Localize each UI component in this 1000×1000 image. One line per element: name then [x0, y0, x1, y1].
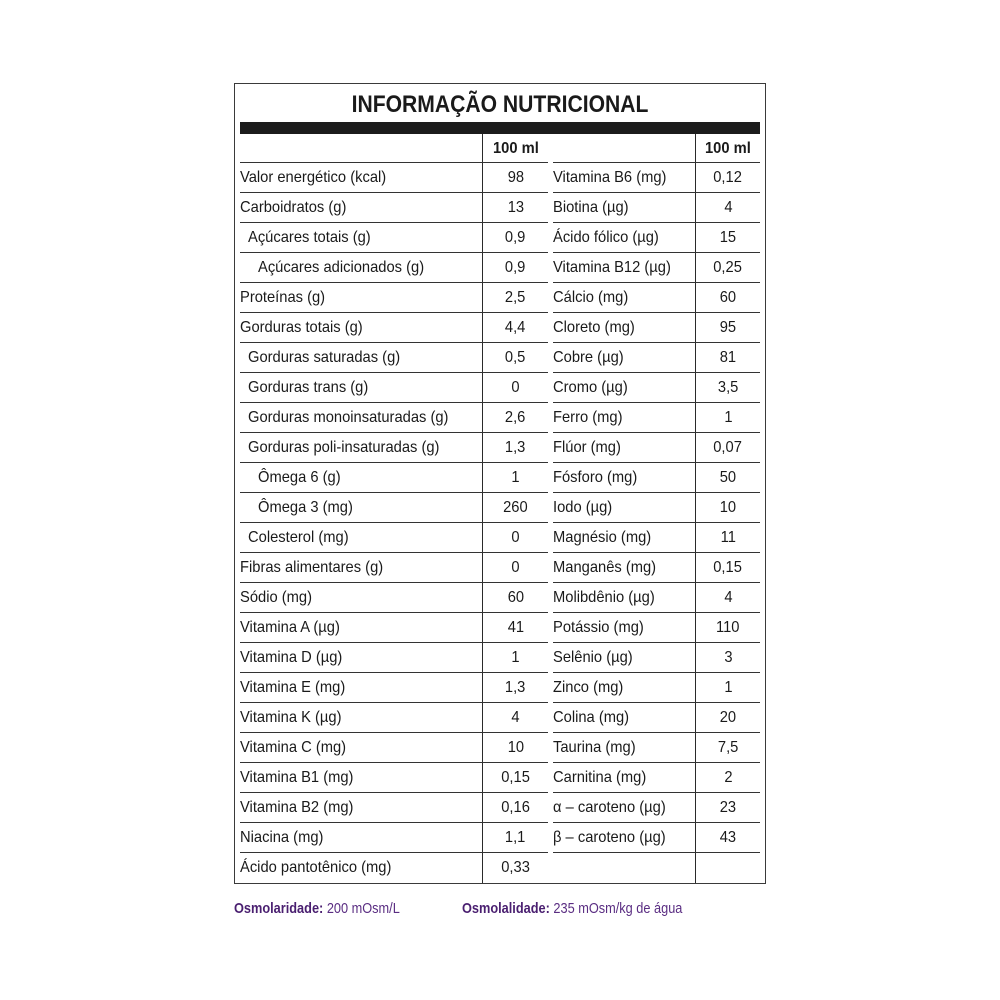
table-row [235, 223, 765, 253]
nutrient-name-text: Niacina (mg) [240, 829, 324, 846]
table-row [235, 793, 765, 823]
nutrient-name-text: Cloreto (mg) [553, 319, 635, 336]
nutrient-name-text: Açúcares adicionados (g) [258, 259, 425, 276]
nutrient-value-right [695, 433, 760, 463]
nutrient-name-right [553, 433, 695, 463]
nutrient-name-text: Gorduras monoinsaturadas (g) [248, 409, 449, 426]
nutrient-name-right [553, 463, 695, 493]
nutrient-name-right [553, 793, 695, 823]
table-row [235, 313, 765, 343]
nutrient-value-left [482, 613, 548, 643]
nutrient-value-text: 60 [507, 589, 524, 606]
nutrient-name-text: Ferro (mg) [553, 409, 623, 426]
nutrient-name-left [240, 493, 482, 523]
nutrient-value-right [695, 703, 760, 733]
nutrient-name-right [553, 583, 695, 613]
nutrient-name-right [553, 853, 695, 883]
nutrition-table [235, 134, 765, 883]
header-left-name [240, 134, 482, 163]
nutrient-name-text: Vitamina B12 (µg) [553, 259, 671, 276]
nutrient-name-text: Cálcio (mg) [553, 289, 629, 306]
nutrient-name-text: Zinco (mg) [553, 679, 624, 696]
nutrient-value-text: 0,12 [713, 169, 743, 186]
nutrient-value-text: 2,5 [505, 289, 526, 306]
nutrient-value-right [695, 403, 760, 433]
nutrient-value-text: 50 [719, 469, 737, 486]
nutrient-value-text: 4 [511, 709, 520, 726]
nutrient-name-left [240, 373, 482, 403]
nutrient-name-right [553, 823, 695, 853]
nutrient-value-left [482, 793, 548, 823]
table-row [235, 763, 765, 793]
table-row [235, 373, 765, 403]
nutrient-value-left [482, 283, 548, 313]
nutrient-value-right [695, 673, 760, 703]
table-row [235, 853, 765, 883]
nutrient-value-text: 41 [507, 619, 524, 636]
nutrient-value-text: 7,5 [717, 739, 739, 756]
nutrient-name-left [240, 313, 482, 343]
table-row [235, 823, 765, 853]
table-row [235, 403, 765, 433]
nutrient-name-text: Iodo (µg) [553, 499, 613, 516]
nutrient-value-text: 0 [511, 379, 520, 396]
nutrient-name-text: Carnitina (mg) [553, 769, 647, 786]
nutrient-name-text: Fibras alimentares (g) [240, 559, 384, 576]
nutrient-name-right [553, 703, 695, 733]
nutrient-value-text: 43 [719, 829, 737, 846]
nutrient-name-left [240, 733, 482, 763]
nutrient-value-right [695, 793, 760, 823]
header-left-unit-text: 100 ml [492, 139, 539, 157]
header-left-unit [482, 134, 548, 163]
nutrient-value-text: 1,1 [505, 829, 526, 846]
nutrient-value-right [695, 643, 760, 673]
panel-title: INFORMAÇÃO NUTRICIONAL [351, 91, 649, 118]
nutrient-name-right [553, 283, 695, 313]
nutrient-value-text: 0 [511, 559, 520, 576]
nutrient-name-text: Vitamina B2 (mg) [240, 799, 354, 816]
nutrient-name-right [553, 373, 695, 403]
nutrient-value-text: 110 [716, 619, 740, 636]
nutrient-name-left [240, 223, 482, 253]
nutrient-name-left [240, 283, 482, 313]
osmolaridade-note [234, 900, 429, 917]
table-row [235, 433, 765, 463]
nutrient-name-text: Gorduras trans (g) [248, 379, 369, 396]
nutrient-value-text: 10 [719, 499, 737, 516]
table-row [235, 703, 765, 733]
nutrient-value-text: 0,07 [713, 439, 743, 456]
nutrient-value-text: 0,15 [501, 769, 530, 786]
nutrient-value-text: 0,25 [713, 259, 743, 276]
nutrient-name-text: Flúor (mg) [553, 439, 621, 456]
table-header-row [235, 134, 765, 163]
nutrient-value-text: 1 [511, 469, 520, 486]
nutrient-name-text: Vitamina C (mg) [240, 739, 347, 756]
nutrient-value-left [482, 223, 548, 253]
nutrient-name-left [240, 793, 482, 823]
nutrient-value-text: 0,33 [501, 859, 530, 876]
nutrient-value-text: 1 [511, 649, 520, 666]
nutrient-name-text: Vitamina B1 (mg) [240, 769, 354, 786]
nutrient-name-text: Vitamina D (µg) [240, 649, 343, 666]
table-row [235, 643, 765, 673]
nutrient-value-right [695, 553, 760, 583]
nutrient-value-left [482, 853, 548, 883]
nutrient-name-right [553, 763, 695, 793]
nutrient-value-right [695, 343, 760, 373]
nutrient-value-right [695, 583, 760, 613]
nutrient-name-right [553, 403, 695, 433]
nutrient-name-left [240, 583, 482, 613]
nutrient-value-text: 3 [723, 649, 733, 666]
nutrient-value-right [695, 853, 760, 883]
nutrient-name-left [240, 433, 482, 463]
nutrient-name-right [553, 223, 695, 253]
nutrient-value-right [695, 523, 760, 553]
nutrient-value-text: 4 [723, 199, 733, 216]
nutrient-name-left [240, 163, 482, 193]
nutrient-value-text: 2 [723, 769, 733, 786]
nutrient-name-right [553, 613, 695, 643]
nutrient-value-right [695, 223, 760, 253]
nutrient-name-text: Taurina (mg) [553, 739, 636, 756]
table-row [235, 733, 765, 763]
nutrient-value-left [482, 763, 548, 793]
nutrient-name-text: Ômega 6 (g) [258, 469, 341, 486]
nutrient-value-left [482, 823, 548, 853]
table-row [235, 343, 765, 373]
nutrient-name-text: Vitamina K (µg) [240, 709, 342, 726]
nutrient-value-left [482, 163, 548, 193]
nutrient-value-left [482, 373, 548, 403]
nutrient-name-text: Molibdênio (µg) [553, 589, 655, 606]
nutrient-value-right [695, 163, 760, 193]
table-row [235, 613, 765, 643]
nutrient-name-text: Gorduras poli-insaturadas (g) [248, 439, 440, 456]
nutrient-name-right [553, 343, 695, 373]
nutrient-value-text: 1,3 [505, 439, 526, 456]
nutrient-name-left [240, 763, 482, 793]
nutrient-name-left [240, 463, 482, 493]
nutrient-name-text: Cromo (µg) [553, 379, 628, 396]
nutrient-name-right [553, 163, 695, 193]
nutrient-value-left [482, 703, 548, 733]
nutrient-name-text: Vitamina A (µg) [240, 619, 340, 636]
nutrient-name-text: Gorduras totais (g) [240, 319, 363, 336]
nutrient-value-text: 0,9 [505, 259, 526, 276]
nutrient-value-text: 23 [719, 799, 737, 816]
nutrient-value-text: 1 [723, 409, 733, 426]
osmolaridade-label: Osmolaridade: [234, 900, 324, 917]
nutrient-name-text: Ácido fólico (µg) [553, 229, 659, 246]
title-separator-bar [240, 122, 760, 134]
nutrient-value-text: 2,6 [505, 409, 526, 426]
nutrient-name-left [240, 253, 482, 283]
nutrient-value-left [482, 673, 548, 703]
nutrient-value-text: 4,4 [505, 319, 526, 336]
table-row [235, 283, 765, 313]
nutrient-value-right [695, 493, 760, 523]
nutrient-name-right [553, 553, 695, 583]
nutrient-name-text: Sódio (mg) [240, 589, 312, 606]
nutrient-value-text: 95 [719, 319, 737, 336]
nutrient-value-right [695, 313, 760, 343]
nutrient-value-left [482, 493, 548, 523]
nutrient-name-text: Biotina (µg) [553, 199, 629, 216]
nutrition-facts-panel [234, 83, 766, 884]
osmolaridade-value: 200 mOsm/L [323, 900, 400, 917]
nutrient-value-text: 20 [719, 709, 737, 726]
nutrient-name-left [240, 703, 482, 733]
nutrient-name-left [240, 193, 482, 223]
nutrient-value-text: 11 [720, 529, 736, 546]
nutrient-name-text: Ácido pantotênico (mg) [240, 859, 392, 876]
nutrient-name-text: α – caroteno (µg) [553, 799, 666, 816]
nutrient-name-left [240, 553, 482, 583]
nutrient-name-text: Valor energético (kcal) [240, 169, 387, 186]
nutrient-name-text: Cobre (µg) [553, 349, 624, 366]
header-right-name [553, 134, 695, 163]
table-row [235, 493, 765, 523]
nutrient-value-text: 3,5 [717, 379, 739, 396]
nutrient-value-text: 10 [507, 739, 524, 756]
nutrient-name-left [240, 343, 482, 373]
nutrient-value-text: 1,3 [505, 679, 526, 696]
nutrient-value-text: 98 [507, 169, 524, 186]
nutrient-name-text: Fósforo (mg) [553, 469, 638, 486]
nutrient-value-text: 1 [723, 679, 733, 696]
nutrient-value-text: 0,16 [501, 799, 530, 816]
nutrient-value-text: 0,5 [505, 349, 526, 366]
nutrient-name-text: Colesterol (mg) [248, 529, 349, 546]
table-row [235, 193, 765, 223]
nutrient-value-text: 0,9 [505, 229, 526, 246]
nutrient-name-text: Vitamina B6 (mg) [553, 169, 667, 186]
nutrient-name-right [553, 253, 695, 283]
nutrient-value-left [482, 523, 548, 553]
nutrient-value-left [482, 313, 548, 343]
nutrient-name-left [240, 673, 482, 703]
nutrient-name-right [553, 523, 695, 553]
nutrient-name-right [553, 313, 695, 343]
nutrient-value-text: 4 [723, 589, 733, 606]
nutrient-name-left [240, 523, 482, 553]
table-row [235, 583, 765, 613]
nutrient-name-text: Colina (mg) [553, 709, 630, 726]
nutrient-value-left [482, 463, 548, 493]
osmolalidade-label: Osmolalidade: [462, 900, 550, 917]
nutrient-name-left [240, 403, 482, 433]
nutrient-name-text: β – caroteno (µg) [553, 829, 666, 846]
osmolalidade-note [462, 900, 721, 917]
table-row [235, 463, 765, 493]
nutrient-name-right [553, 643, 695, 673]
nutrient-name-text: Açúcares totais (g) [248, 229, 371, 246]
nutrient-value-text: 0,15 [713, 559, 743, 576]
nutrient-value-right [695, 733, 760, 763]
nutrient-name-text: Gorduras saturadas (g) [248, 349, 401, 366]
table-row [235, 673, 765, 703]
nutrient-value-text: 60 [719, 289, 737, 306]
table-row [235, 523, 765, 553]
nutrient-name-left [240, 613, 482, 643]
nutrient-value-left [482, 583, 548, 613]
nutrient-name-text: Selênio (µg) [553, 649, 633, 666]
nutrient-name-right [553, 733, 695, 763]
nutrient-value-right [695, 613, 760, 643]
nutrient-name-left [240, 643, 482, 673]
nutrient-name-text: Vitamina E (mg) [240, 679, 346, 696]
nutrient-name-right [553, 193, 695, 223]
osmolalidade-value: 235 mOsm/kg de água [549, 900, 683, 917]
nutrient-value-text: 81 [719, 349, 737, 366]
nutrient-name-text: Proteínas (g) [240, 289, 326, 306]
table-row [235, 163, 765, 193]
nutrient-value-right [695, 253, 760, 283]
nutrient-value-left [482, 733, 548, 763]
nutrient-value-left [482, 253, 548, 283]
nutrient-value-right [695, 463, 760, 493]
nutrient-value-left [482, 343, 548, 373]
nutrient-name-left [240, 853, 482, 883]
nutrient-name-text: Ômega 3 (mg) [258, 499, 353, 516]
nutrient-name-text: Potássio (mg) [553, 619, 644, 636]
nutrient-value-text: 15 [719, 229, 737, 246]
nutrient-value-right [695, 823, 760, 853]
nutrient-value-left [482, 193, 548, 223]
nutrient-name-text: Magnésio (mg) [553, 529, 652, 546]
nutrient-name-left [240, 823, 482, 853]
header-right-unit-text: 100 ml [705, 139, 751, 157]
nutrient-value-right [695, 763, 760, 793]
nutrient-name-text: Carboidratos (g) [240, 199, 347, 216]
table-row [235, 253, 765, 283]
nutrient-value-left [482, 643, 548, 673]
nutrient-value-right [695, 193, 760, 223]
nutrient-value-right [695, 373, 760, 403]
nutrient-name-right [553, 493, 695, 523]
nutrient-value-text: 13 [507, 199, 524, 216]
nutrient-name-text: Manganês (mg) [553, 559, 657, 576]
nutrient-value-right [695, 283, 760, 313]
nutrient-value-text: 0 [511, 529, 520, 546]
header-right-unit [695, 134, 760, 163]
nutrient-name-right [553, 673, 695, 703]
nutrient-value-left [482, 553, 548, 583]
nutrient-value-text: 260 [503, 499, 528, 516]
table-row [235, 553, 765, 583]
nutrient-value-left [482, 433, 548, 463]
nutrient-value-left [482, 403, 548, 433]
